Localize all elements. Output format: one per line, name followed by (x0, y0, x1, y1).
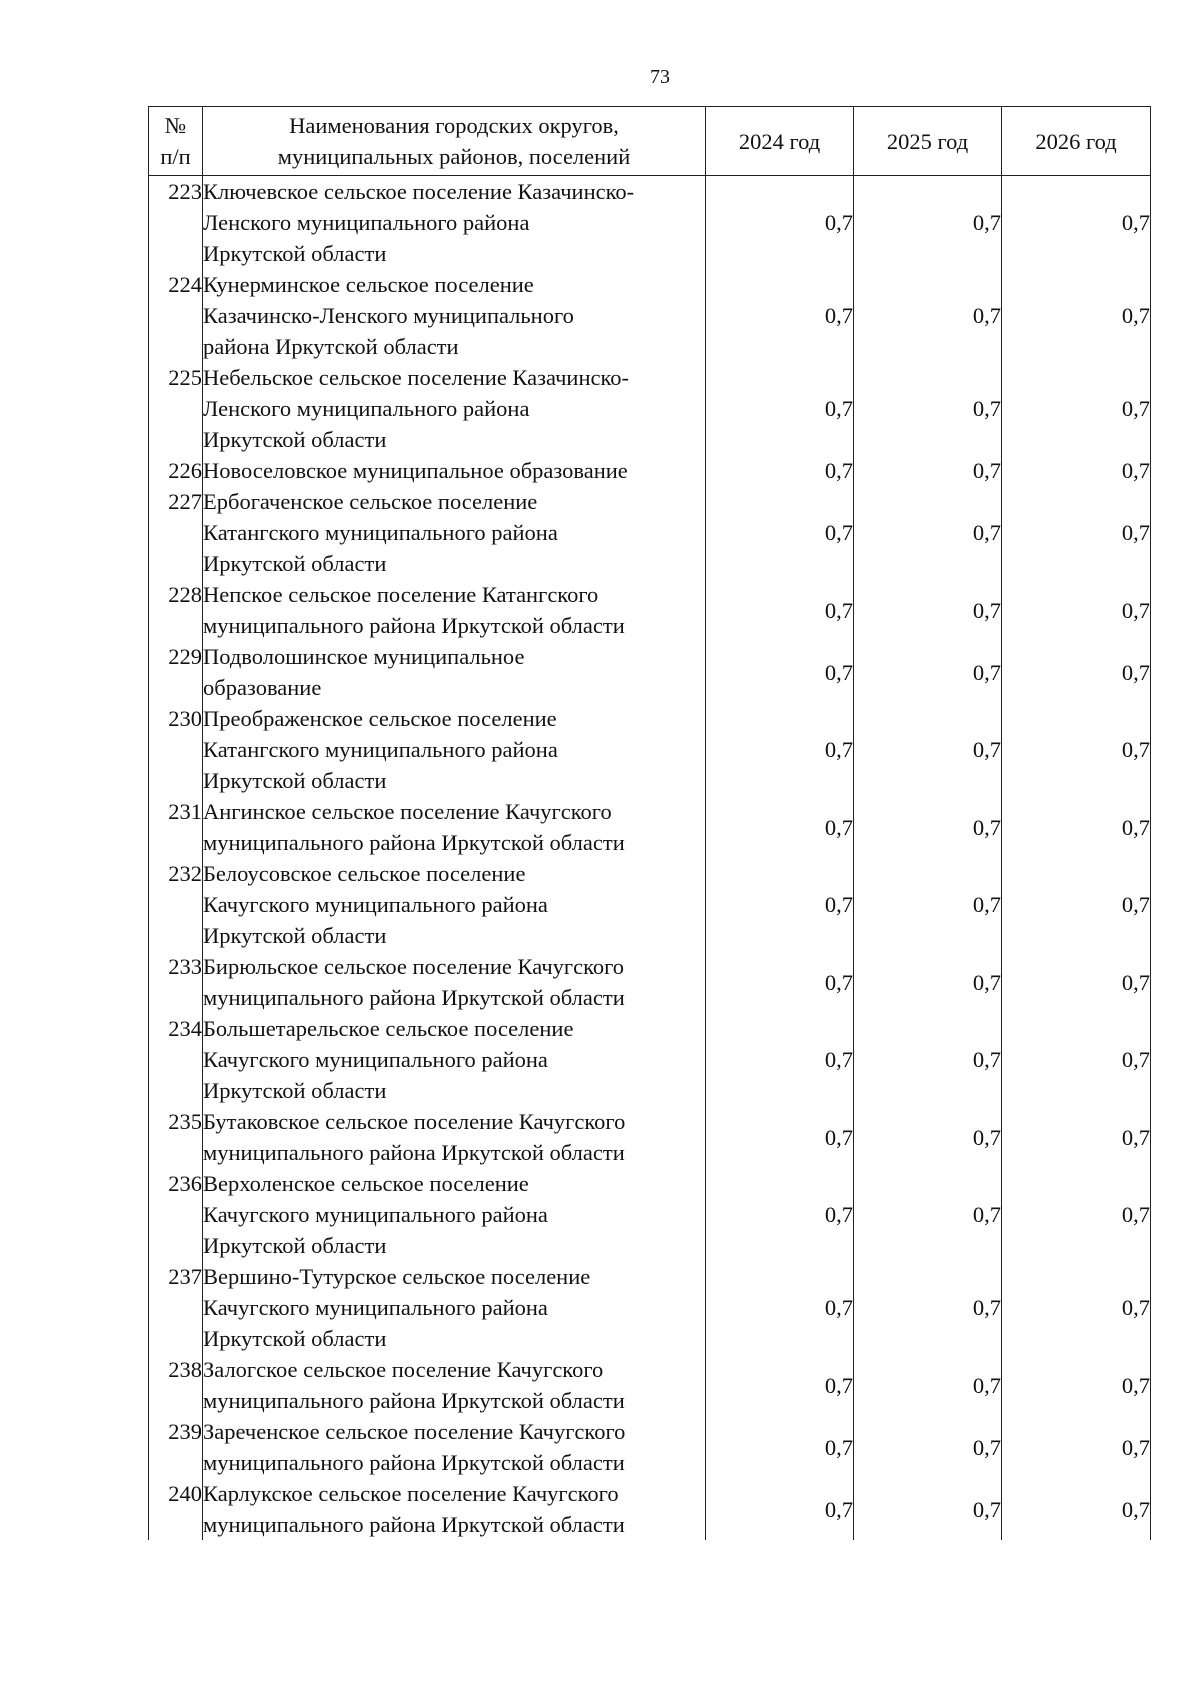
header-2024: 2024 год (706, 107, 854, 176)
municipality-name-line: муниципального района Иркутской области (203, 830, 625, 855)
table-row (149, 176, 1151, 270)
municipality-name-line: Кунерминское сельское поселение (203, 272, 534, 297)
municipality-name-line: Новоселовское муниципальное образование (203, 458, 628, 483)
value-2024: 0,7 (706, 703, 854, 796)
value-2026: 0,7 (1002, 1478, 1151, 1540)
municipality-name-line: Качугского муниципального района (203, 892, 548, 917)
value-2024: 0,7 (706, 1416, 854, 1478)
municipality-name-line: Карлукское сельское поселение Качугского (203, 1481, 619, 1506)
table-row (149, 703, 1151, 796)
value-2026: 0,7 (1002, 951, 1151, 1013)
row-number: 232 (149, 858, 203, 951)
municipality-name-line: Верхоленское сельское поселение (203, 1171, 529, 1196)
table-row (149, 579, 1151, 641)
value-2026: 0,7 (1002, 1013, 1151, 1106)
municipality-name-line: Зареченское сельское поселение Качугского (203, 1419, 626, 1444)
municipality-name (203, 579, 706, 641)
value-2025: 0,7 (854, 362, 1002, 455)
municipality-name-line: Казачинско-Ленского муниципального (203, 303, 574, 328)
municipality-name-line: Небельское сельское поселение Казачинско- (203, 365, 630, 390)
row-number: 228 (149, 579, 203, 641)
table-row (149, 455, 1151, 486)
municipality-name-line: Иркутской области (203, 1233, 387, 1258)
table-row (149, 1478, 1151, 1540)
value-2026: 0,7 (1002, 269, 1151, 362)
municipality-name-line: Катангского муниципального района (203, 737, 558, 762)
table-row (149, 1354, 1151, 1416)
header-num-line: п/п (160, 144, 191, 169)
row-number: 229 (149, 641, 203, 703)
municipality-name-line: Качугского муниципального района (203, 1202, 548, 1227)
municipality-name (203, 455, 706, 486)
page-number: 73 (650, 66, 670, 88)
municipality-name-line: Преображенское сельское поселение (203, 706, 557, 731)
value-2024: 0,7 (706, 1478, 854, 1540)
row-number: 238 (149, 1354, 203, 1416)
value-2024: 0,7 (706, 486, 854, 579)
value-2026: 0,7 (1002, 1261, 1151, 1354)
value-2026: 0,7 (1002, 1168, 1151, 1261)
table-row (149, 641, 1151, 703)
value-2024: 0,7 (706, 641, 854, 703)
municipality-name (203, 703, 706, 796)
municipality-name (203, 1261, 706, 1354)
value-2026: 0,7 (1002, 455, 1151, 486)
value-2024: 0,7 (706, 796, 854, 858)
municipality-name-line: Иркутской области (203, 1078, 387, 1103)
municipality-name-line: Качугского муниципального района (203, 1295, 548, 1320)
municipality-name-line: Иркутской области (203, 1326, 387, 1351)
value-2025: 0,7 (854, 1013, 1002, 1106)
municipality-name-line: района Иркутской области (203, 334, 459, 359)
value-2026: 0,7 (1002, 362, 1151, 455)
value-2024: 0,7 (706, 1013, 854, 1106)
municipality-name-line: муниципального района Иркутской области (203, 1512, 625, 1537)
value-2026: 0,7 (1002, 858, 1151, 951)
header-name-line: муниципальных районов, поселений (277, 144, 631, 169)
value-2025: 0,7 (854, 1168, 1002, 1261)
header-2025: 2025 год (854, 107, 1002, 176)
row-number: 225 (149, 362, 203, 455)
table-row (149, 1416, 1151, 1478)
municipality-name-line: муниципального района Иркутской области (203, 985, 625, 1010)
municipality-name (203, 1106, 706, 1168)
value-2026: 0,7 (1002, 703, 1151, 796)
municipality-name-line: Ленского муниципального района (203, 210, 530, 235)
row-number: 226 (149, 455, 203, 486)
municipality-name (203, 269, 706, 362)
municipality-name-line: Иркутской области (203, 241, 387, 266)
value-2024: 0,7 (706, 269, 854, 362)
value-2025: 0,7 (854, 455, 1002, 486)
row-number: 236 (149, 1168, 203, 1261)
value-2025: 0,7 (854, 579, 1002, 641)
municipality-name (203, 176, 706, 270)
municipality-name-line: Бирюльское сельское поселение Качугского (203, 954, 625, 979)
municipality-name-line: Залогское сельское поселение Качугского (203, 1357, 604, 1382)
municipality-name-line: Ключевское сельское поселение Казачинско- (203, 179, 635, 204)
value-2026: 0,7 (1002, 641, 1151, 703)
value-2025: 0,7 (854, 796, 1002, 858)
municipality-name (203, 1478, 706, 1540)
value-2025: 0,7 (854, 1478, 1002, 1540)
value-2026: 0,7 (1002, 796, 1151, 858)
municipality-name-line: Большетарельское сельское поселение (203, 1016, 574, 1041)
value-2025: 0,7 (854, 1261, 1002, 1354)
value-2026: 0,7 (1002, 1416, 1151, 1478)
table-row (149, 1168, 1151, 1261)
table-row (149, 858, 1151, 951)
value-2025: 0,7 (854, 641, 1002, 703)
budget-table (148, 106, 1151, 1540)
municipality-name-line: муниципального района Иркутской области (203, 1388, 625, 1413)
value-2026: 0,7 (1002, 486, 1151, 579)
value-2024: 0,7 (706, 1261, 854, 1354)
table-row (149, 362, 1151, 455)
header-2026: 2026 год (1002, 107, 1151, 176)
value-2026: 0,7 (1002, 176, 1151, 270)
table-row (149, 269, 1151, 362)
value-2024: 0,7 (706, 362, 854, 455)
table-row (149, 1106, 1151, 1168)
municipality-name-line: Ангинское сельское поселение Качугского (203, 799, 612, 824)
municipality-name (203, 1013, 706, 1106)
municipality-name-line: Иркутской области (203, 768, 387, 793)
table-row (149, 486, 1151, 579)
header-name (203, 107, 706, 176)
row-number: 239 (149, 1416, 203, 1478)
municipality-name (203, 1416, 706, 1478)
municipality-name (203, 641, 706, 703)
value-2024: 0,7 (706, 858, 854, 951)
table-header (149, 107, 1151, 176)
value-2024: 0,7 (706, 1168, 854, 1261)
municipality-name-line: муниципального района Иркутской области (203, 1140, 625, 1165)
table-row (149, 796, 1151, 858)
municipality-name-line: муниципального района Иркутской области (203, 613, 625, 638)
header-name-line: Наименования городских округов, (289, 113, 619, 138)
municipality-name-line: Непское сельское поселение Катангского (203, 582, 599, 607)
value-2025: 0,7 (854, 703, 1002, 796)
row-number: 227 (149, 486, 203, 579)
row-number: 223 (149, 176, 203, 270)
value-2025: 0,7 (854, 858, 1002, 951)
municipality-name (203, 858, 706, 951)
value-2024: 0,7 (706, 951, 854, 1013)
municipality-name-line: Белоусовское сельское поселение (203, 861, 526, 886)
row-number: 233 (149, 951, 203, 1013)
municipality-name-line: образование (203, 675, 322, 700)
value-2024: 0,7 (706, 176, 854, 270)
municipality-name (203, 486, 706, 579)
row-number: 224 (149, 269, 203, 362)
municipality-name (203, 796, 706, 858)
municipality-name (203, 1168, 706, 1261)
value-2024: 0,7 (706, 579, 854, 641)
municipality-name-line: Вершино-Тутурское сельское поселение (203, 1264, 591, 1289)
value-2024: 0,7 (706, 1354, 854, 1416)
municipality-name-line: Бутаковское сельское поселение Качугского (203, 1109, 626, 1134)
value-2026: 0,7 (1002, 579, 1151, 641)
header-row (149, 107, 1151, 176)
value-2025: 0,7 (854, 486, 1002, 579)
municipality-name (203, 951, 706, 1013)
header-num-line: № (164, 113, 187, 138)
row-number: 234 (149, 1013, 203, 1106)
municipality-name-line: Катангского муниципального района (203, 520, 558, 545)
municipality-name-line: Качугского муниципального района (203, 1047, 548, 1072)
table-body (149, 176, 1151, 1541)
municipality-name-line: Иркутской области (203, 923, 387, 948)
municipality-name-line: Ленского муниципального района (203, 396, 530, 421)
value-2025: 0,7 (854, 1106, 1002, 1168)
value-2026: 0,7 (1002, 1354, 1151, 1416)
municipality-name-line: муниципального района Иркутской области (203, 1450, 625, 1475)
value-2025: 0,7 (854, 1416, 1002, 1478)
table-row (149, 1013, 1151, 1106)
value-2025: 0,7 (854, 951, 1002, 1013)
municipality-name-line: Подволошинское муниципальное (203, 644, 525, 669)
municipality-name (203, 1354, 706, 1416)
row-number: 230 (149, 703, 203, 796)
municipality-name-line: Иркутской области (203, 551, 387, 576)
value-2025: 0,7 (854, 269, 1002, 362)
value-2024: 0,7 (706, 1106, 854, 1168)
value-2025: 0,7 (854, 176, 1002, 270)
municipality-name-line: Иркутской области (203, 427, 387, 452)
table-row (149, 1261, 1151, 1354)
value-2024: 0,7 (706, 455, 854, 486)
value-2025: 0,7 (854, 1354, 1002, 1416)
municipality-name (203, 362, 706, 455)
value-2026: 0,7 (1002, 1106, 1151, 1168)
row-number: 231 (149, 796, 203, 858)
table-row (149, 951, 1151, 1013)
row-number: 235 (149, 1106, 203, 1168)
row-number: 240 (149, 1478, 203, 1540)
row-number: 237 (149, 1261, 203, 1354)
municipality-name-line: Ербогаченское сельское поселение (203, 489, 538, 514)
header-num (149, 107, 203, 176)
